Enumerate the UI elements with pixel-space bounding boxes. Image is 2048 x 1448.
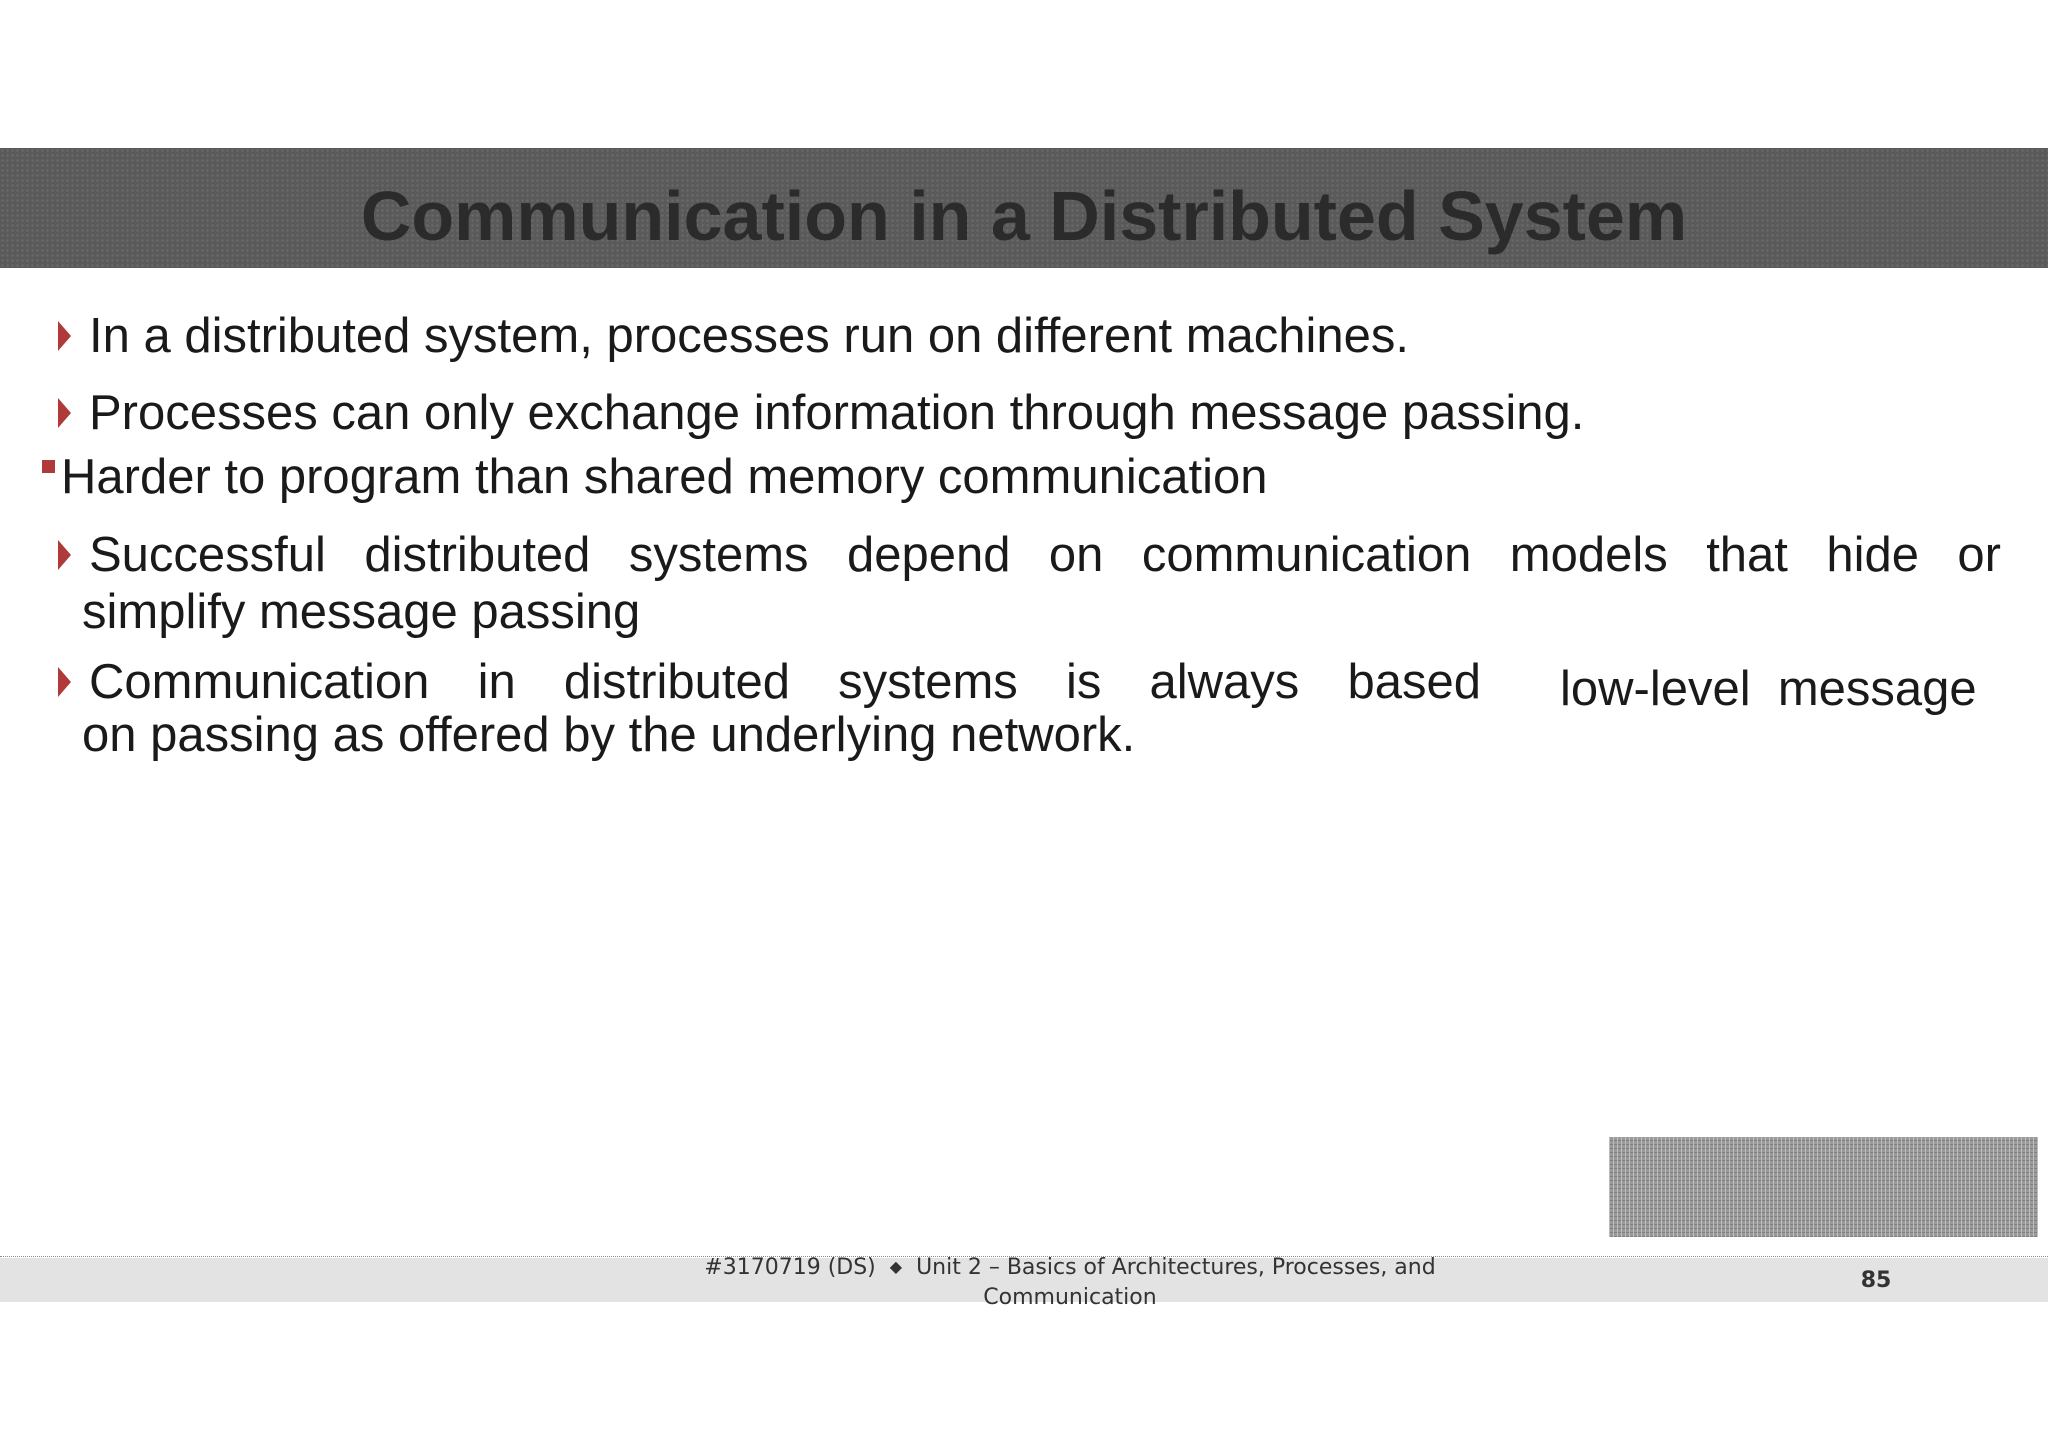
title-banner bbox=[0, 148, 2048, 268]
unit-title-line-1: Unit 2 – Basics of Architectures, Processes, and bbox=[916, 1255, 1436, 1280]
word: Successful bbox=[89, 528, 326, 582]
word: hide bbox=[1826, 528, 1919, 582]
word: systems bbox=[628, 528, 809, 582]
diamond-separator-icon: ◆ bbox=[889, 1257, 903, 1276]
bullet-arrow-icon bbox=[58, 321, 71, 351]
bullet-arrow-icon bbox=[58, 667, 71, 697]
slide-title: Communication in a Distributed System bbox=[360, 177, 1688, 255]
bullet-arrow-icon bbox=[58, 398, 71, 428]
footer-caption bbox=[690, 1252, 1450, 1313]
word: in bbox=[477, 655, 516, 709]
word: depend bbox=[846, 528, 1011, 582]
page-number: 85 bbox=[1860, 1268, 1892, 1293]
word: that bbox=[1706, 528, 1788, 582]
word: distributed bbox=[563, 655, 790, 709]
bullet-arrow-icon bbox=[58, 540, 71, 570]
word: distributed bbox=[364, 528, 591, 582]
word: is bbox=[1065, 655, 1102, 709]
square-bullet-icon bbox=[42, 460, 55, 473]
bullet-text-3-line-2: simplify message passing bbox=[82, 585, 641, 639]
word: models bbox=[1509, 528, 1668, 582]
bullet-text-3-line-1 bbox=[89, 528, 2001, 582]
word: based bbox=[1347, 655, 1481, 709]
unit-title-line-2: Communication bbox=[983, 1285, 1157, 1310]
bullet-text-4-line-2: on passing as offered by the underlying network. bbox=[82, 708, 1136, 762]
word: always bbox=[1149, 655, 1300, 709]
bullet-text-4-right: low-level message bbox=[1560, 662, 1977, 716]
logo-image bbox=[1609, 1137, 2038, 1237]
sub-bullet-text-1: Harder to program than shared memory communication bbox=[61, 450, 1268, 504]
course-code: #3170719 (DS) bbox=[704, 1255, 876, 1280]
word: communication bbox=[1141, 528, 1472, 582]
word: Communication bbox=[89, 655, 430, 709]
word: on bbox=[1048, 528, 1104, 582]
bullet-text-2: Processes can only exchange information through message passing. bbox=[89, 386, 1585, 440]
word: or bbox=[1957, 528, 2001, 582]
bullet-text-1: In a distributed system, processes run on different machines. bbox=[89, 309, 1410, 363]
bullet-text-4-line-1 bbox=[89, 655, 1481, 709]
word: systems bbox=[838, 655, 1018, 709]
